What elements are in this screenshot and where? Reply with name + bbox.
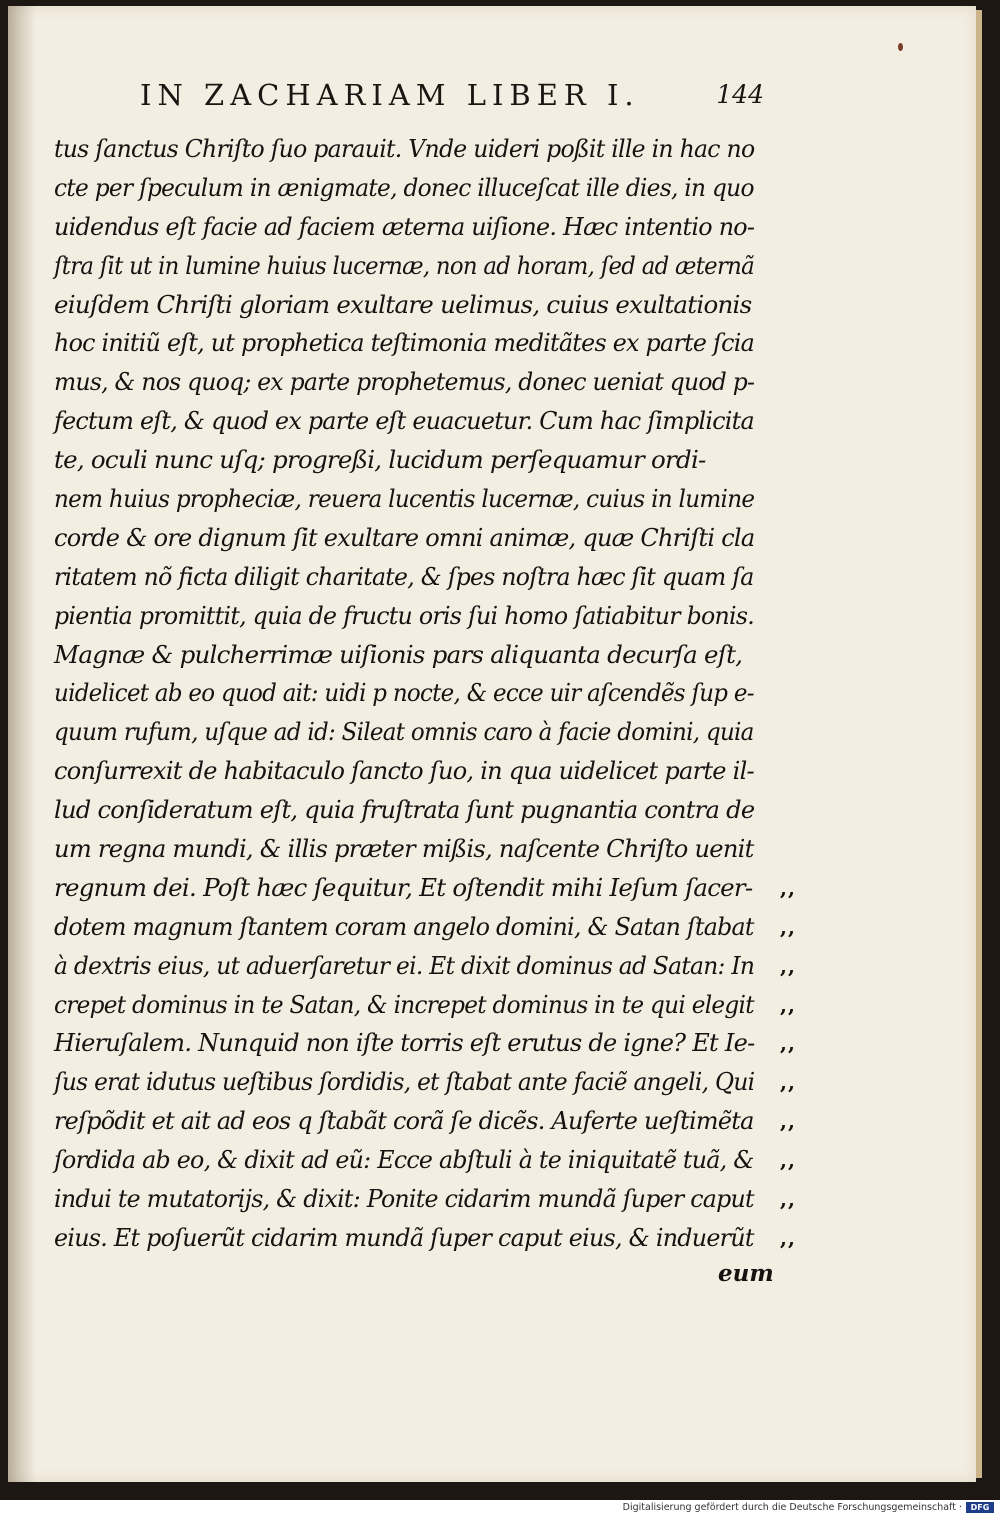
text-line-content: conſurrexit de habitaculo ſancto ſuo, in qua uidelicet parte il-	[54, 756, 754, 786]
text-line-content: te, oculi nunc uſq; progreßi, lucidum perſequamur ordi-	[54, 445, 706, 475]
text-line	[54, 1141, 799, 1180]
text-line	[54, 986, 799, 1025]
paper-edge	[976, 10, 982, 1478]
text-line	[54, 597, 799, 636]
gutter-shadow	[8, 6, 36, 1482]
text-line	[54, 558, 799, 597]
footer-credit: Digitalisierung gefördert durch die Deutsche Forschungsgemeinschaft ·	[622, 1502, 962, 1513]
text-line-content: mus, & nos quoq; ex parte prophetemus, donec ueniat quod p-	[54, 367, 755, 397]
running-head-title: IN ZACHARIAM LIBER I.	[140, 78, 640, 112]
text-line	[54, 869, 799, 908]
text-line-content: à dextris eius, ut aduerſaretur ei. Et dixit dominus ad Satan: In	[54, 950, 755, 980]
text-line-content: regnum dei. Poſt hæc ſequitur, Et oſtendit mihi Ieſum ſacer-	[54, 872, 753, 902]
text-line-content: quum rufum, uſque ad id: Sileat omnis caro à facie domini, quia	[54, 717, 754, 747]
text-line	[54, 324, 799, 363]
text-line	[54, 947, 799, 986]
text-line	[54, 636, 799, 675]
text-line	[54, 519, 799, 558]
quotation-mark: ,,	[780, 953, 796, 978]
dfg-logo-icon: DFG	[966, 1502, 994, 1513]
text-line-content: nem huius propheciæ, reuera lucentis lucernæ, cuius in lumine	[54, 484, 755, 514]
text-line	[54, 752, 799, 791]
text-line-content: ſordida ab eo, & dixit ad eũ: Ecce abſtuli à te iniquitatẽ tuã, &	[54, 1145, 754, 1175]
text-line-content: Magnæ & pulcherrimæ uiſionis pars aliquanta decurſa eſt,	[54, 639, 743, 669]
running-head	[140, 78, 770, 118]
text-line	[54, 363, 799, 402]
text-line-content: ritatem nõ ficta diligit charitate, & ſpes noſtra hæc ſit quam ſa	[54, 561, 754, 591]
body-text	[54, 130, 799, 1258]
footer	[0, 1500, 1000, 1516]
text-line	[54, 480, 799, 519]
quotation-mark: ,,	[780, 875, 796, 900]
text-line-content: Hieruſalem. Nunquid non iſte torris eſt erutus de igne? Et Ie-	[54, 1028, 755, 1058]
text-line-content: reſpõdit et ait ad eos q ſtabãt corã ſe dicẽs. Auferte ueſtimẽta	[54, 1106, 754, 1136]
text-line	[54, 1024, 799, 1063]
text-line-content: hoc initiũ eſt, ut prophetica teſtimonia meditãtes ex parte ſcia	[54, 328, 755, 358]
text-line-content: eiuſdem Chriſti gloriam exultare uelimus, cuius exultationis	[54, 289, 752, 319]
text-line-content: pientia promittit, quia de fructu oris ſui homo ſatiabitur bonis.	[54, 600, 755, 630]
text-line	[54, 286, 799, 325]
text-line	[54, 1219, 799, 1258]
text-line	[54, 674, 799, 713]
text-line	[54, 1180, 799, 1219]
quotation-mark: ,,	[780, 1225, 796, 1250]
text-line-content: dotem magnum ſtantem coram angelo domini, & Satan ſtabat	[54, 911, 754, 941]
ink-speck	[898, 43, 903, 51]
text-line	[54, 169, 799, 208]
text-line	[54, 1102, 799, 1141]
quotation-mark: ,,	[780, 1070, 796, 1095]
text-line-content: uidendus eſt facie ad faciem æterna uiſione. Hæc intentio no-	[54, 211, 755, 241]
text-line-content: uidelicet ab eo quod ait: uidi p nocte, & ecce uir aſcendẽs ſup e-	[54, 678, 754, 708]
text-line	[54, 830, 799, 869]
catchword: eum	[718, 1260, 774, 1287]
text-line-content: indui te mutatorijs, & dixit: Ponite cidarim mundã ſuper caput	[54, 1184, 754, 1214]
text-line	[54, 441, 799, 480]
text-line	[54, 130, 799, 169]
text-line-content: ſtra ſit ut in lumine huius lucernæ, non ad horam, ſed ad æternã	[54, 250, 754, 280]
text-line	[54, 208, 799, 247]
text-line-content: corde & ore dignum ſit exultare omni animæ, quæ Chriſti cla	[54, 522, 755, 552]
text-line	[54, 713, 799, 752]
quotation-mark: ,,	[780, 1031, 796, 1056]
quotation-mark: ,,	[780, 992, 796, 1017]
text-line-content: eius. Et poſuerũt cidarim mundã ſuper caput eius, & induerũt	[54, 1222, 754, 1252]
text-line-content: ſus erat idutus ueſtibus ſordidis, et ſtabat ante faciẽ angeli, Qui	[54, 1067, 755, 1097]
text-line	[54, 791, 799, 830]
text-line-content: lud conſideratum eſt, quia fruſtrata ſunt pugnantia contra de	[54, 795, 755, 825]
page-number: 144	[716, 80, 764, 109]
text-line	[54, 247, 799, 286]
text-line-content: cte per ſpeculum in ænigmate, donec illuceſcat ille dies, in quo	[54, 172, 754, 202]
quotation-mark: ,,	[780, 1148, 796, 1173]
quotation-mark: ,,	[780, 1109, 796, 1134]
text-line	[54, 908, 799, 947]
quotation-mark: ,,	[780, 914, 796, 939]
text-line-content: tus ſanctus Chriſto ſuo parauit. Vnde uideri poßit ille in hac no	[54, 134, 755, 163]
text-line-content: crepet dominus in te Satan, & increpet dominus in te qui elegit	[54, 989, 754, 1019]
text-line	[54, 402, 799, 441]
text-line-content: um regna mundi, & illis præter mißis, naſcente Chriſto uenit	[54, 834, 754, 864]
quotation-mark: ,,	[780, 1187, 796, 1212]
text-line-content: fectum eſt, & quod ex parte eſt euacuetur. Cum hac ſimplicita	[54, 406, 754, 436]
text-line	[54, 1063, 799, 1102]
